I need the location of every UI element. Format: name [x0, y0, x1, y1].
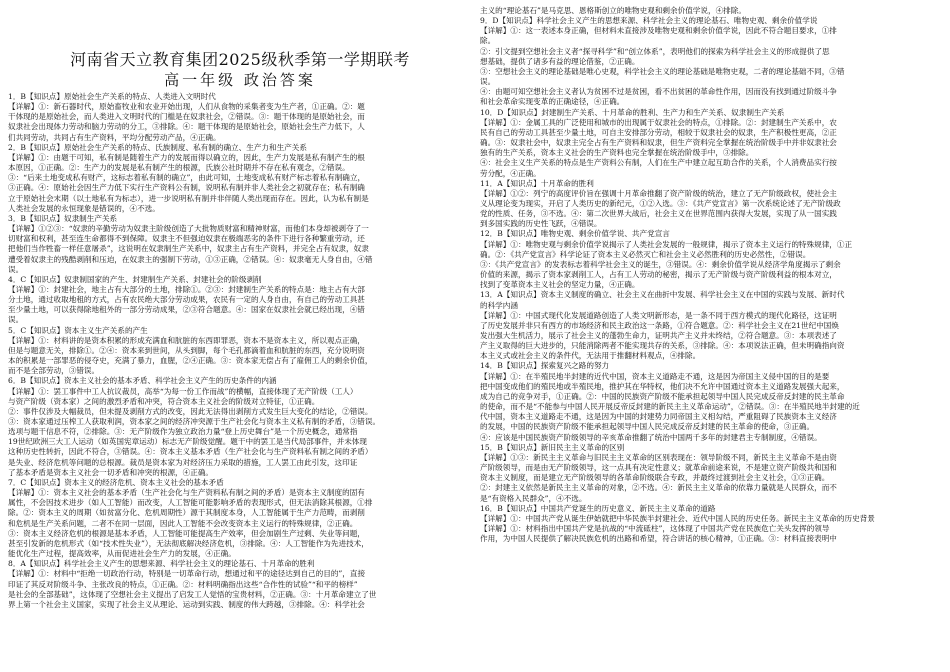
text-line: 误。 [480, 77, 496, 87]
left-text-block [8, 92, 472, 610]
text-line: ③：资本家通过压榨工人获取利润，资本家之间的经济冲突源于生产社会化与资本主义私有制的矛盾，③错误。 [8, 417, 381, 426]
document-title: 河南省天立教育集团2025级秋季第一学期联考 [70, 50, 410, 69]
text-line: 的使命，而不是“不能参与中国人民开展反帝反封建的新民主主义革命运动”，②错误。③：在半殖民地半封建的近 [480, 402, 860, 412]
text-line: 8．A【知识点】科学社会主义产生的思想来源、科学社会主义的理论基石、十月革命的胜利 [8, 559, 315, 569]
text-line: 民有自己的劳动工具甚至少量土地，可自主安排部分劳动，相较于奴隶社会的奴隶，生产积极性更高，②正 [480, 127, 837, 137]
text-line: 本的积累是一部罪恶的侵夺史，充满了暴力，血腥，②④正确。③：资本家无偿占有了雇佣工人的剩余价值， [8, 356, 373, 366]
text-line: 界上第一个社会主义国家，实现了社会主义从理论、运动到实践、制度的伟大跨越，③排除。④：科学社会 [8, 599, 365, 609]
text-line: 这种历史性转折，因此不符合，③错误。④：资本主义基本矛盾（生产社会化与生产资料私有制之间的矛盾） [8, 447, 373, 457]
text-line: 5．C【知识点】资本主义生产关系的产生 [8, 325, 148, 335]
text-line: 【详解】①：资本主义社会的基本矛盾（生产社会化与生产资料私有制之间的矛盾）是资本主义制度的固有 [8, 488, 365, 498]
text-line: ③正确。④：原始社会因生产力低下实行生产资料公有制，说明私有制并非人类社会之初就存在；私有制确 [8, 183, 365, 193]
text-line: 16．B【知识点】中国共产党诞生的历史意义、新民主主义革命的道路 [480, 503, 716, 513]
text-line: 分土地，通过收取地租的方式，占有农民绝大部分劳动成果，农民有一定的人身自由，有自己的劳动工具甚 [8, 295, 365, 305]
text-line: 选项与题干信息不符，②排除。③：无产阶级作为独立政治力量“登上历史舞台”是一个历史概念，通常指 [8, 427, 358, 437]
text-line: 11．A【知识点】十月革命的胜利 [480, 178, 594, 188]
text-line: 甚至引发新的危机形式（如“技术性失业”），无法彻底解决经济危机，③排除。④：人工智能作为先进技术， [8, 538, 369, 548]
text-line: 【详解】①：金属工具的广泛使用和城市的出现属于奴隶社会的特点，①排除。②：封建制生产关系中，农 [480, 117, 837, 127]
text-line: 2．B【知识点】原始社会生产关系的特点、氏族制度、私有制的确立、生产力和生产关系 [8, 142, 307, 152]
text-line: 价值的来源，揭示了资本家剥削工人，占有工人劳动的秘密，揭示了无产阶级与资产阶级利益的根本对立， [480, 270, 837, 280]
text-line: ③：空想社会主义的理论基础是唯心史观，科学社会主义的理论基础是唯物史观，二者的理论基础不同，③错 [480, 66, 845, 76]
text-line: ③：《共产党宣言》的发表标志着科学社会主义的诞生，③错误。④：剩余价值学说从经济学角度揭示了剩余 [480, 259, 841, 269]
text-line: 【详解】①：封建社会，地主占有大部分的土地，排除①。②③：封建制生产关系的特点是：地主占有大部 [8, 284, 365, 294]
text-line: ④：社会主义生产关系的特点是生产资料公有制，人们在生产中建立起互助合作的关系，个人消费品实行按 [480, 158, 837, 168]
text-line: 作用，为中国人民提供了解决民族危机的出路和希望，符合讲话的核心精神，①正确。③：材料直接表明中 [480, 534, 837, 544]
text-line: ②：事件仅涉及大幅裁员，但未提及剥削方式的改变，因此无法得出剥削方式发生巨大变化的结论，②错误。 [8, 406, 373, 416]
text-line: 【详解】①②：列宁的高度评价旨在强调十月革命推翻了资产阶级的统治，建立了无产阶级政权，使社会主 [480, 188, 837, 198]
text-line: 6．B【知识点】资本主义社会的基本矛盾、科学社会主义产生的历史条件的内涵 [8, 376, 277, 386]
text-line: 【详解】①：新石器时代，原始畜牧业和农业开始出现，人们从食物的采集者变为生产者，①正确。②：题 [8, 102, 365, 112]
text-line: 12．B【知识点】唯物史观、剩余价值学说、共产党宣言 [480, 229, 670, 239]
text-line: 至少量土地，可以获得除地租外的一部分劳动成果，②③符合题意。④：国家在奴隶社会就已经出现，④错 [8, 305, 365, 315]
right-text-block [480, 6, 942, 544]
text-line: 是“有资格入民群众”，④不选。 [480, 493, 587, 503]
text-line: ③：资本主义经济危机的根源是基本矛盾，人工智能可能提高生产效率，但会加剧生产过剩、失业等问题， [8, 528, 365, 538]
text-line: 1．B【知识点】原始社会生产关系的特点、人类进入文明时代 [8, 92, 216, 101]
text-line: ②：引文提到空想社会主义者“探寻科学”和“创立体系”，表明他们的探索为科学社会主义的形成提供了思 [480, 46, 830, 56]
text-line: 切财富和权利，甚至连生命都得不到保障。奴隶主不但强迫奴隶在极端恶劣的条件下进行各种繁重劳动，还 [8, 234, 365, 244]
text-line: 把中国变成他们的殖民地或半殖民地，推护其在华特权，他们决不允许中国通过资本主义道路发展强大起来， [480, 381, 845, 391]
text-line: 【详解】①：罢工事件中工人抗议裁员，高举“为每一份工作而战”的横幅，直接体现了无产阶级（工人） [8, 386, 358, 396]
text-line: 【详解】①：材料讲的是资本积累的形成充满血和肮脏的东西即罪恶，资本不是资本主义，所以观点正确， [8, 335, 365, 345]
text-line: 【详解】①：中国共产党从诞生伊始就把中华民族半封建社会、近代中国人民的历史任务。新民主主义革命的历史背景 [480, 513, 875, 523]
text-line: 误。 [8, 315, 24, 325]
text-line: 和社会革命实现变革的正确途径，④正确。 [480, 97, 625, 107]
text-line: 人类社会发展的永恒现象是错误的，④不选。 [8, 203, 160, 213]
text-line: 14．B【知识点】探索复兴之路的努力 [480, 361, 610, 371]
text-line: 【详解】①③：新民主主义革命与旧民主主义革命的区别表现在：领导阶级不同，新民主主义革命不是由资 [480, 452, 837, 462]
text-line: 的科学内涵 [480, 300, 518, 310]
text-line: 义从理论变为现实，开启了人类历史的新纪元，①②入选。③：《共产党宣言》第一次系统论述了无产阶级政 [480, 198, 841, 208]
right-column [480, 6, 942, 544]
text-line: 了基本矛盾是资本主义社会一切矛盾和冲突的根源，④正确。 [8, 467, 214, 477]
text-line: 奴隶社会出现体力劳动和脑力劳动的分工，③排除。④：题干体现的是原始社会，原始社会生产力低下，人 [8, 122, 365, 132]
text-line: 而不是全部劳动，③错误。 [8, 366, 100, 376]
text-line: 【详解】①：材料指出中国共产党是抗战的“中流砥柱”，这体现了中国共产党在民族危亡关头发挥的领导 [480, 523, 830, 533]
text-line: 4．C【知识点】奴隶制国家的产生、封建制生产关系、封建社会的阶级剥削 [8, 274, 262, 284]
text-line: 成为自己的竞争对手，①正确。②：中国的民族资产阶级不能承担起领导中国人民完成反帝反封建的民主革命 [480, 391, 845, 401]
text-line: 找到了变革资本主义社会的坚定力量，④正确。 [480, 280, 640, 290]
text-line: ④：由题可知空想社会主义者认为贫困不过是贫困，看不出贫困的革命性作用，因而没有找到通过阶级斗争 [480, 87, 837, 97]
text-line: 15．B【知识点】新旧民主主义革命的区别 [480, 442, 625, 452]
text-line: 【详解】①：唯物史观与剩余价值学说揭示了人类社会发展的一般规律，揭示了资本主义运行的特殊规律，①正 [480, 239, 853, 249]
text-line: 确。③：奴隶社会中，奴隶主完全占有生产资料和奴隶，但生产资料完全掌握在统治阶级手中并非奴隶社会 [480, 138, 837, 148]
text-line: 但是与题意无关，排除①。②④：资本来到世间，从头到脚，每个毛孔都滴着血和肮脏的东西，充分说明资 [8, 345, 365, 355]
text-line: 7．C【知识点】资本主义的经济危机、资本主义社会的基本矛盾 [8, 477, 224, 487]
text-line: 属性，不会因技术进步（如人工智能）而改变，人工智能可能影响矛盾的表现形式，但无法消除其根源，①排 [8, 498, 373, 508]
text-line: 产阶级领导，而是由无产阶级领导，这一点具有决定性意义；就革命前途来说，不是建立资产阶级共和国和 [480, 463, 837, 473]
text-line: 主义的“理论基石”是马克思、恩格斯创立的唯物史观和剩余价值学说，④排除。 [480, 6, 746, 15]
text-line: 是社会的全部基础”，这体现了空想社会主义提出了启发工人觉悟的宝贵材料，②正确。③：十月革命建立了世 [8, 589, 377, 599]
text-line: 9．D【知识点】科学社会主义产生的思想来源、科学社会主义的理论基石、唯物史观、剩余价值学说 [480, 16, 818, 26]
text-line: 的发展，中国的民族资产阶级不能承担起领导中国人民完成反帝反封建的民主革命的使命，③正确。 [480, 422, 815, 432]
text-line: 资本主义制度，而是建立无产阶级领导的各革命阶级联合专政，并最终过渡到社会主义社会，①③正确。 [480, 473, 830, 483]
text-line: 除。②：资本主义的周期（如贫富分化、危机周期性）源于其制度本身，人工智能属于生产力范畴，而剥削 [8, 508, 365, 518]
text-line: 们共同劳动，共同占有生产资料，平均分配劳动产品，④正确。 [8, 132, 221, 142]
text-line: 本原因，①正确。②：生产力的发展是私有制产生的根源，氏族公社时期并不存在私有观念，②错误。 [8, 163, 350, 173]
text-line: 劳分配，④正确。 [480, 168, 541, 178]
text-line: 独有的生产关系，资本主义社会的生产资料也完全掌握在统治阶级手中，③排除。 [480, 148, 754, 158]
text-line: 本主义式或社会主义的条件代，无法用于推翻材料观点，④排除。 [480, 351, 701, 361]
text-line: 13．A【知识点】资本主义制度的确立、社会主义在曲折中发展、科学社会主义在中国的实践与发展、新时代 [480, 290, 845, 300]
text-line: 和危机是生产关系问题，二者不在同一层面，因此人工智能不会改变资本主义运行的特殊规律，②正确。 [8, 518, 358, 528]
text-line: ②：封建主义依然是新民主主义革命的对象，②不选。④：新民主主义革命的依靠力量就是人民群众，而不 [480, 483, 837, 493]
text-line: 产主义取得的巨大进步的，只能消除两者不能实现共存的关系，③排除。④：本项说法正确，但未明确指向资 [480, 341, 845, 351]
text-line: 到多国实践的历史性飞跃，④错误。 [480, 219, 602, 229]
text-line: 党的性质、任务，③不选。④：第二次世界大战后，社会主义在世界范围内获得大发展，实现了从一国实践 [480, 209, 837, 219]
text-line: 与资产阶级（资本家）之间的激烈矛盾和冲突，符合资本主义社会的阶级对立特征，①正确。 [8, 396, 320, 406]
text-line: 了历史发展并非只有西方的市场经济和民主政治这一条路，①符合题意。②：科学社会主义在21世纪中国焕 [480, 320, 839, 330]
text-line: 遭受着奴隶主的残酷剥削和压迫，在奴隶主的强制下劳动，①③正确，②错误。④：奴隶毫无人身自由，④错 [8, 254, 373, 264]
text-line: 误。 [8, 264, 24, 274]
text-line: 10．D【知识点】封建制生产关系、十月革命的胜利、生产力和生产关系、奴隶制生产关系 [480, 107, 785, 117]
text-line: 【详解】①：这一表述本身正确，但材料未直接涉及唯物史观和剩余价值学说，因此不符合题目要求，①排 [480, 26, 837, 36]
text-line: 【详解】①②③：“奴隶的辛勤劳动为奴隶主阶级创造了大批物质财富和精神财富，而他们本身却被剥夺了一 [8, 224, 369, 234]
text-line: 立于原始社会末期（以土地私有为标志），进一步说明私有制并非伴随人类出现而存在。因此，认为私有制是 [8, 193, 369, 203]
text-line: 【详解】①：由题干可知，私有制是随着生产力的发展而得以确立的，因此，生产力发展是私有制产生的根 [8, 152, 365, 162]
text-line: 3．B【知识点】奴隶制生产关系 [8, 213, 118, 223]
text-line: 能优化生产过程，提高效率，从而促进社会生产力的发展，④正确。 [8, 549, 236, 559]
document-subtitle: 高一年级 政治答案 [164, 71, 316, 89]
text-line: ③：“后来土地变成私有财产，这标志着私有制的确立”，由此可知，土地变成私有财产标志着私有制确立， [8, 173, 366, 183]
text-line: 代中国，资本主义道路走不通，这是因为中国的封建势力同帝国主义相勾结，严重阻碍了民族资本主义经济 [480, 412, 837, 422]
text-line: 干体现的是原始社会，而人类进入文明时代的门槛是在奴隶社会，②错误。③：题干体现的是原始社会，而 [8, 112, 365, 122]
text-line: 发出强大生机活力，展示了社会主义的蓬勃生命力，证明共产主义并未终结，②符合题意。③：本项表述了 [480, 331, 837, 340]
left-column [8, 6, 472, 610]
text-line: 【详解】①：中国式现代化发展道路创造了人类文明新形态，是一条不同于西方模式的现代化路径，这证明 [480, 310, 837, 320]
text-line: ④：应该是中国民族资产阶级领导的辛亥革命推翻了统治中国两千多年的封建君主专制制度，④错误。 [480, 432, 822, 442]
text-line: 印证了其反对阶级斗争、主张改良的特点，①正确。②：材料明确指出这些“合作性的试验”“和平的榜样” [8, 579, 358, 589]
text-line: 19世纪欧洲三大工人运动（如英国宪章运动）标志无产阶级觉醒。题干中的罢工是当代局部事件，并未体现 [8, 437, 367, 447]
text-line: 想基础，提供了诸多有益的理论借鉴，②正确。 [480, 56, 640, 66]
text-line: 【详解】①：在半殖民地半封建的近代中国，资本主义道路走不通，这是因为帝国主义侵中国的目的是要 [480, 371, 830, 381]
text-line: 是失业、经济危机等问题的总根源。裁员是资本家为对经济压力采取的措施，工人罢工由此引发，这印证 [8, 457, 358, 467]
text-line: 把他们当作牲畜一样任意屠杀”，这说明在奴隶制生产关系中，奴隶主占有生产资料，并完全占有奴隶，奴隶 [8, 244, 369, 254]
text-line: 除。 [480, 36, 496, 46]
text-line: 【详解】①：材料中“拒绝一切政治行动，特别是一切革命行动，想通过和平的途径达到自己的目的”，直接 [8, 569, 366, 579]
text-line: 确。②：《共产党宣言》科学论证了资本主义必然灭亡和社会主义必然胜利的历史必然性，②错误。 [480, 249, 811, 259]
